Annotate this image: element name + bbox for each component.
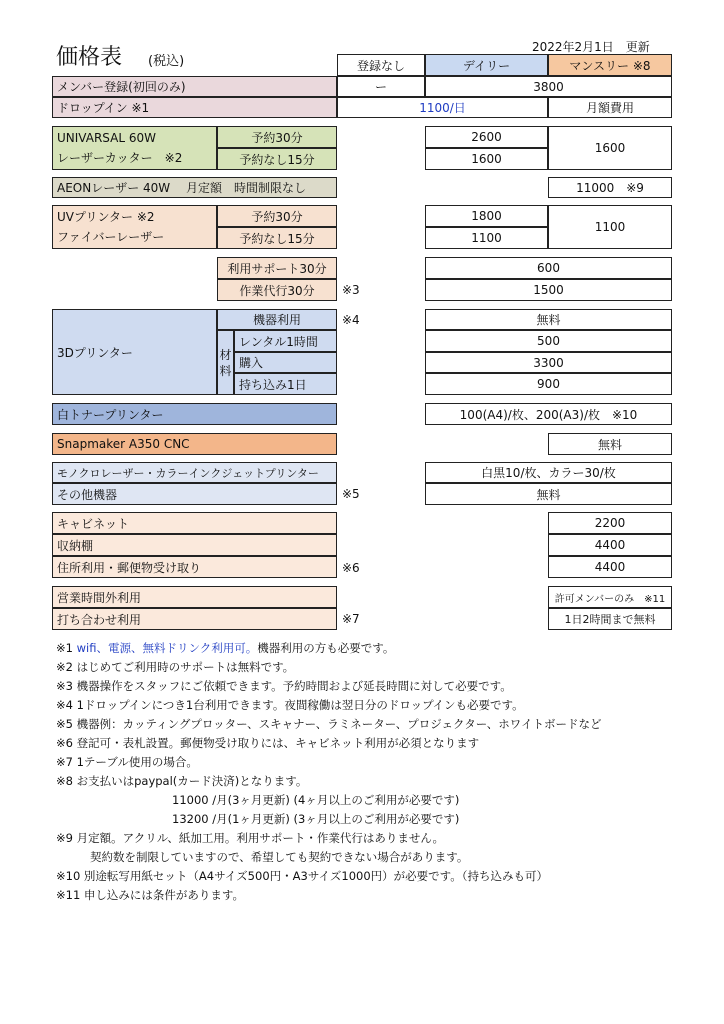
univarsal-line1: UNIVARSAL 60W bbox=[57, 131, 156, 145]
note-11: ※11 申し込みには条件があります。 bbox=[56, 888, 245, 902]
membership-value: 3800 bbox=[425, 76, 672, 97]
note-9: ※9 月定額。アクリル、紙加工用。利用サポート・作業代行はありません。 bbox=[56, 831, 445, 845]
note-10: ※10 別途転写用紙セット（A4サイズ500円・A3サイズ1000円）が必要です。（持ち込みも可） bbox=[56, 869, 548, 883]
uv-line1: UVプリンター ※2 bbox=[57, 210, 155, 224]
uv-monthly: 1100 bbox=[548, 205, 672, 249]
after-hours-value: 許可メンバーのみ ※11 bbox=[548, 586, 672, 608]
proxy-value: 1500 bbox=[425, 279, 672, 301]
proxy-label: 作業代行30分 bbox=[217, 279, 337, 301]
univarsal-label bbox=[52, 126, 217, 170]
cabinet-label: キャビネット bbox=[52, 512, 337, 534]
uv-daily2: 1100 bbox=[425, 227, 548, 249]
snapmaker-label: Snapmaker A350 CNC bbox=[52, 433, 337, 455]
univarsal-line2: レーザーカッター ※2 bbox=[57, 151, 183, 165]
others-mark: ※5 bbox=[342, 487, 360, 501]
printer3d-usage-value: 無料 bbox=[425, 309, 672, 330]
note-3: ※3 機器操作をスタッフにご依頼できます。予約時間および延長時間に対して必要です。 bbox=[56, 679, 512, 693]
printer3d-usage-mark: ※4 bbox=[342, 313, 360, 327]
material-char-1: 材 bbox=[219, 347, 232, 362]
note-1-highlight: wifi、電源、無料ドリンク利用可。 bbox=[76, 641, 258, 655]
printer3d-usage: 機器利用 bbox=[217, 309, 337, 330]
uv-label bbox=[52, 205, 217, 249]
dropin-monthly: 月額費用 bbox=[548, 97, 672, 118]
printer3d-rental: レンタル1時間 bbox=[234, 330, 337, 352]
uv-line2: ファイバーレーザー bbox=[57, 230, 165, 244]
address-mark: ※6 bbox=[342, 561, 360, 575]
membership-label: メンバー登録(初回のみ) bbox=[52, 76, 337, 97]
uv-daily1: 1800 bbox=[425, 205, 548, 227]
dropin-daily: 1100/日 bbox=[337, 97, 548, 118]
printer3d-bring-value: 900 bbox=[425, 373, 672, 395]
meeting-label: 打ち合わせ利用 bbox=[52, 608, 337, 630]
note-8b: 13200 /月(1ヶ月更新) (3ヶ月以上のご利用が必要です) bbox=[172, 812, 460, 826]
cabinet-value: 2200 bbox=[548, 512, 672, 534]
note-6: ※6 登記可・表札設置。郵便物受け取りには、キャビネット利用が必須となります bbox=[56, 736, 480, 750]
page-title: 価格表 bbox=[56, 45, 123, 70]
shelf-label: 収納棚 bbox=[52, 534, 337, 556]
aeon-monthly: 11000 ※9 bbox=[548, 177, 672, 198]
col-header-monthly: マンスリー ※8 bbox=[548, 54, 672, 76]
univarsal-opt2: 予約なし15分 bbox=[217, 148, 337, 170]
support-value: 600 bbox=[425, 257, 672, 279]
note-1-rest: 機器利用の方も必要です。 bbox=[257, 641, 395, 655]
univarsal-opt1: 予約30分 bbox=[217, 126, 337, 148]
univarsal-monthly: 1600 bbox=[548, 126, 672, 170]
tax-note: (税込) bbox=[148, 54, 185, 69]
address-label: 住所利用・郵便物受け取り bbox=[52, 556, 337, 578]
note-1 bbox=[56, 640, 394, 656]
meeting-value: 1日2時間まで無料 bbox=[548, 608, 672, 630]
shelf-value: 4400 bbox=[548, 534, 672, 556]
snapmaker-value: 無料 bbox=[548, 433, 672, 455]
printer3d-label: 3Dプリンター bbox=[52, 309, 217, 395]
support-label: 利用サポート30分 bbox=[217, 257, 337, 279]
after-hours-label: 営業時間外利用 bbox=[52, 586, 337, 608]
printer3d-purchase-value: 3300 bbox=[425, 352, 672, 373]
note-9b: 契約数を制限していますので、希望しても契約できない場合があります。 bbox=[90, 850, 469, 864]
note-7: ※7 1テーブル使用の場合。 bbox=[56, 755, 198, 769]
note-8: ※8 お支払いはpaypal(カード決済)となります。 bbox=[56, 774, 308, 788]
proxy-mark: ※3 bbox=[342, 283, 360, 297]
note-5: ※5 機器例：カッティングプロッター、スキャナー、ラミネーター、プロジェクター、ホワイトボードなど bbox=[56, 717, 602, 731]
note-8a: 11000 /月(3ヶ月更新) (4ヶ月以上のご利用が必要です) bbox=[172, 793, 460, 807]
note-4: ※4 1ドロップインにつき1台利用できます。夜間稼働は翌日分のドロップインも必要です。 bbox=[56, 698, 524, 712]
updated-date: 2022年2月1日 更新 bbox=[532, 40, 650, 54]
uv-opt2: 予約なし15分 bbox=[217, 227, 337, 249]
aeon-label: AEONレーザー 40W 月定額 時間制限なし bbox=[52, 177, 337, 198]
printer3d-purchase: 購入 bbox=[234, 352, 337, 373]
others-value: 無料 bbox=[425, 483, 672, 505]
toner-value: 100(A4)/枚、200(A3)/枚 ※10 bbox=[425, 403, 672, 425]
dropin-label: ドロップイン ※1 bbox=[52, 97, 337, 118]
univarsal-daily2: 1600 bbox=[425, 148, 548, 170]
material-char-2: 料 bbox=[219, 363, 232, 378]
printer3d-bring: 持ち込み1日 bbox=[234, 373, 337, 395]
others-label: その他機器 bbox=[52, 483, 337, 505]
mono-label: モノクロレーザー・カラーインクジェットプリンター bbox=[52, 462, 337, 483]
col-header-none: 登録なし bbox=[337, 54, 425, 76]
note-1-prefix: ※1 bbox=[56, 641, 77, 655]
uv-opt1: 予約30分 bbox=[217, 205, 337, 227]
meeting-mark: ※7 bbox=[342, 612, 360, 626]
col-header-daily: デイリー bbox=[425, 54, 548, 76]
note-2: ※2 はじめてご利用時のサポートは無料です。 bbox=[56, 660, 295, 674]
membership-none: ー bbox=[337, 76, 425, 97]
mono-value: 白黒10/枚、カラー30/枚 bbox=[425, 462, 672, 483]
printer3d-rental-value: 500 bbox=[425, 330, 672, 352]
univarsal-daily1: 2600 bbox=[425, 126, 548, 148]
printer3d-material-label bbox=[217, 330, 234, 395]
toner-label: 白トナープリンター bbox=[52, 403, 337, 425]
address-value: 4400 bbox=[548, 556, 672, 578]
